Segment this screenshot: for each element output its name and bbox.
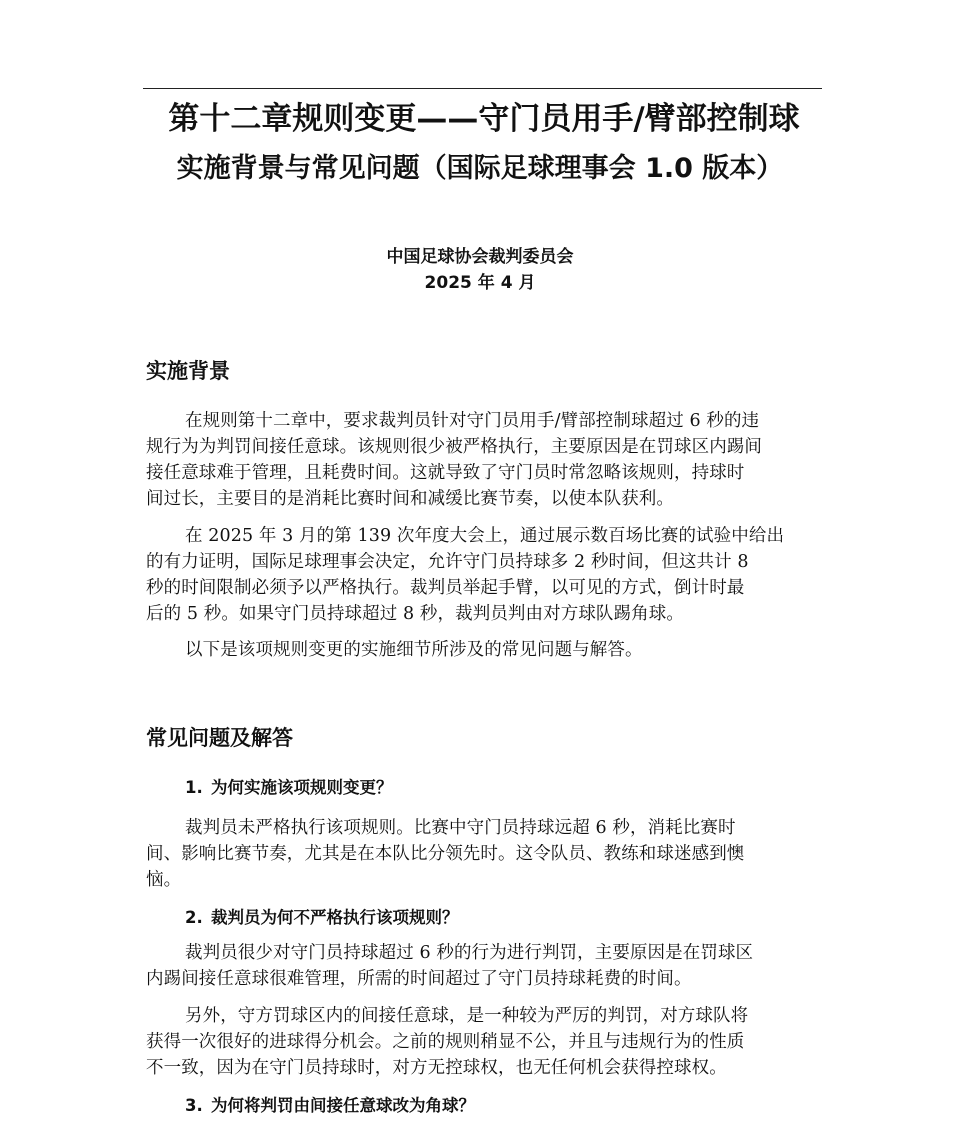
issue-date: 2025 年 4 月 [424,273,536,293]
answer-line: 获得一次很好的进球得分机会。之前的规则稍显不公，并且与违规行为的性质 [146,1032,745,1052]
paragraph-line: 间过长，主要目的是消耗比赛时间和减缓比赛节奏，以使本队获利。 [146,489,674,509]
question-number: 1. [185,778,203,797]
question-text: 裁判员为何不严格执行该项规则？ [211,908,459,927]
answer-line: 裁判员很少对守门员持球超过 6 秒的行为进行判罚，主要原因是在罚球区 [185,943,754,963]
answer-line: 内踢间接任意球很难管理，所需的时间超过了守门员持球耗费的时间。 [146,969,692,989]
answer-line: 恼。 [146,870,182,890]
paragraph-line: 秒的时间限制必须予以严格执行。裁判员举起手臂，以可见的方式，倒计时最 [146,578,745,598]
question-number: 3. [185,1096,203,1115]
paragraph-line: 接任意球难于管理，且耗费时间。这就导致了守门员时常忽略该规则，持球时 [146,463,745,483]
document-subtitle: 实施背景与常见问题（国际足球理事会 1.0 版本） [176,153,784,184]
answer-line: 裁判员未严格执行该项规则。比赛中守门员持球远超 6 秒，消耗比赛时 [185,818,736,838]
document-title: 第十二章规则变更——守门员用手/臂部控制球 [168,101,800,137]
paragraph-line: 的有力证明，国际足球理事会决定，允许守门员持球多 2 秒时间，但这共计 8 [146,552,749,572]
answer-line: 不一致，因为在守门员持球时，对方无控球权，也无任何机会获得控球权。 [146,1058,727,1078]
issuing-organization: 中国足球协会裁判委员会 [386,247,574,267]
faq-question-3 [185,1092,475,1116]
paragraph-line: 后的 5 秒。如果守门员持球超过 8 秒，裁判员判由对方球队踢角球。 [146,604,684,624]
paragraph-line: 在规则第十二章中，要求裁判员针对守门员用手/臂部控制球超过 6 秒的违 [185,411,760,431]
faq-question-1 [185,774,393,798]
paragraph-line: 规行为为判罚间接任意球。该规则很少被严格执行，主要原因是在罚球区内踢间 [146,437,762,457]
paragraph-line: 在 2025 年 3 月的第 139 次年度大会上，通过展示数百场比赛的试验中给出 [185,526,785,546]
faq-question-2 [185,904,459,928]
section-heading-background: 实施背景 [146,359,230,383]
answer-line: 间、影响比赛节奏，尤其是在本队比分领先时。这令队员、教练和球迷感到懊 [146,844,745,864]
question-text: 为何实施该项规则变更？ [211,778,393,797]
answer-line: 另外，守方罚球区内的间接任意球，是一种较为严厉的判罚，对方球队将 [185,1006,749,1026]
top-divider [143,88,822,89]
question-number: 2. [185,908,203,927]
paragraph-line: 以下是该项规则变更的实施细节所涉及的常见问题与解答。 [185,640,643,660]
question-text: 为何将判罚由间接任意球改为角球？ [211,1096,475,1115]
section-heading-faq: 常见问题及解答 [146,726,293,750]
